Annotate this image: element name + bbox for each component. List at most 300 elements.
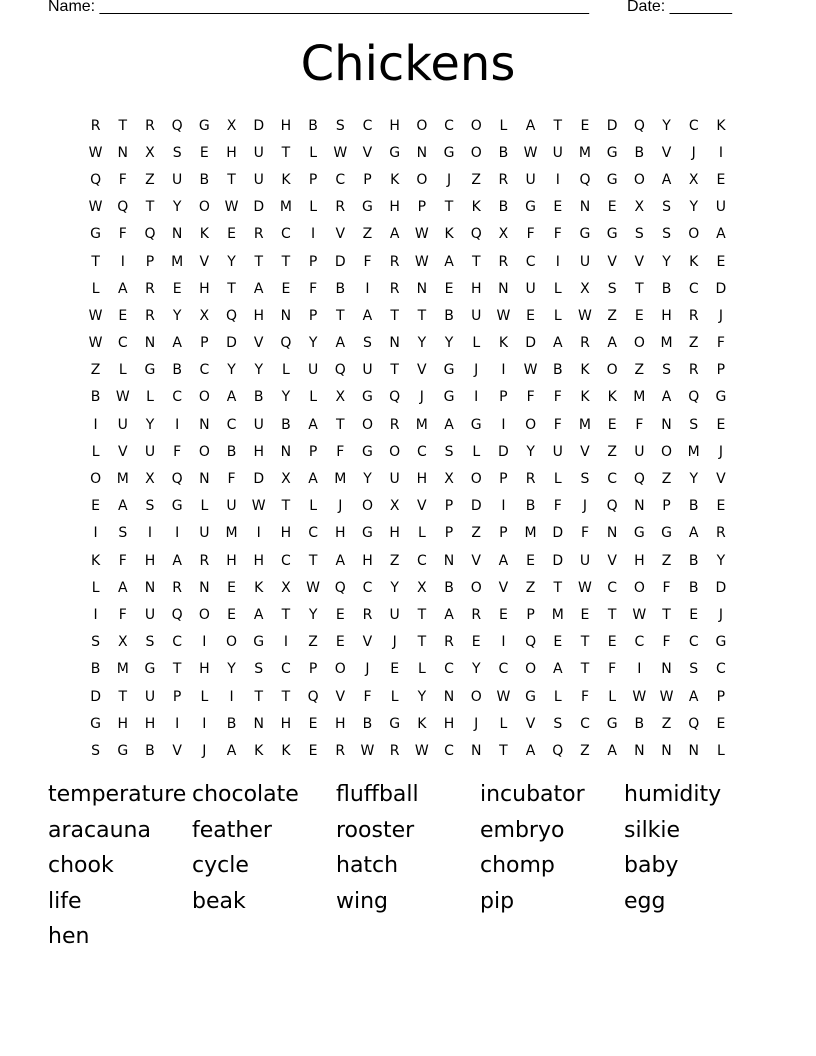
grid-letter: K xyxy=(254,579,264,596)
grid-letter: Y xyxy=(145,416,155,433)
grid-letter: Q xyxy=(171,117,183,134)
grid-letter: Y xyxy=(227,253,236,270)
grid-letter: A xyxy=(607,742,617,759)
grid-letter: Y xyxy=(471,661,481,678)
grid-letter: O xyxy=(661,443,673,460)
grid-letter: M xyxy=(687,443,700,460)
grid-letter: J xyxy=(474,362,479,379)
grid-letter: A xyxy=(172,335,182,352)
grid-letter: C xyxy=(444,661,454,678)
grid-letter: H xyxy=(226,552,237,569)
grid-letter: P xyxy=(417,199,427,216)
grid-letter: Q xyxy=(389,389,401,406)
grid-letter: Q xyxy=(334,362,346,379)
grid-letter: T xyxy=(444,199,454,216)
grid-letter: B xyxy=(281,416,291,433)
grid-letter: S xyxy=(689,416,699,433)
grid-letter: Q xyxy=(226,307,238,324)
grid-letter: L xyxy=(200,688,209,705)
grid-letter: L xyxy=(91,280,100,297)
grid-letter: H xyxy=(335,715,346,732)
grid-letter: A xyxy=(117,498,128,515)
grid-letter: T xyxy=(553,117,563,134)
grid-letter: E xyxy=(471,634,481,651)
grid-letter: B xyxy=(362,715,373,732)
grid-letter: T xyxy=(281,688,291,705)
grid-letter: F xyxy=(336,443,345,460)
grid-letter: L xyxy=(499,715,508,732)
grid-letter: W xyxy=(88,199,103,216)
grid-letter: D xyxy=(715,579,727,596)
grid-letter: S xyxy=(172,144,182,161)
grid-letter: U xyxy=(172,171,183,188)
grid-letter: U xyxy=(144,606,156,623)
grid-letter: B xyxy=(525,498,536,515)
grid-letter: H xyxy=(199,661,210,678)
grid-letter: T xyxy=(91,253,100,270)
grid-letter: N xyxy=(416,280,428,297)
grid-letter: P xyxy=(308,661,318,678)
grid-letter: U xyxy=(253,171,264,188)
grid-letter: Z xyxy=(634,362,645,379)
grid-letter: H xyxy=(199,280,210,297)
grid-letter: V xyxy=(335,226,346,243)
grid-letter: T xyxy=(553,579,563,596)
grid-letter: Y xyxy=(363,471,372,488)
grid-letter: W xyxy=(360,742,375,759)
grid-letter: H xyxy=(470,280,482,297)
grid-letter: M xyxy=(225,525,238,542)
grid-letter: A xyxy=(716,226,726,243)
grid-letter: I xyxy=(555,171,560,188)
grid-letter: L xyxy=(200,498,209,515)
grid-letter: B xyxy=(90,389,101,406)
grid-letter: L xyxy=(717,742,725,759)
grid-letter: H xyxy=(226,144,237,161)
grid-letter: U xyxy=(144,443,156,460)
grid-letter: G xyxy=(579,226,591,243)
grid-letter: B xyxy=(172,362,182,379)
grid-letter: A xyxy=(362,307,373,324)
grid-letter: P xyxy=(172,688,182,705)
grid-letter: P xyxy=(526,606,535,623)
grid-letter: J xyxy=(419,389,424,406)
grid-letter: M xyxy=(578,416,592,433)
grid-letter: A xyxy=(552,335,563,352)
grid-letter: V xyxy=(471,552,481,569)
grid-letter: I xyxy=(365,280,370,297)
grid-letter: W xyxy=(414,742,429,759)
grid-letter: Z xyxy=(661,471,672,488)
grid-letter: G xyxy=(198,117,210,134)
word-bank-item: egg xyxy=(624,888,666,914)
grid-letter: I xyxy=(501,362,506,379)
grid-letter: F xyxy=(580,688,589,705)
grid-letter: R xyxy=(525,471,536,488)
grid-letter: W xyxy=(632,606,647,623)
word-bank-item: embryo xyxy=(480,817,565,843)
grid-letter: E xyxy=(308,715,318,732)
grid-letter: X xyxy=(226,117,237,134)
grid-letter: F xyxy=(553,389,562,406)
grid-letter: E xyxy=(390,661,400,678)
grid-letter: O xyxy=(470,688,482,705)
grid-letter: G xyxy=(389,144,401,161)
grid-letter: A xyxy=(117,280,128,297)
grid-letter: N xyxy=(144,579,156,596)
grid-letter: H xyxy=(362,552,373,569)
grid-letter: Q xyxy=(117,199,129,216)
grid-letter: U xyxy=(253,144,264,161)
grid-letter: L xyxy=(118,362,127,379)
grid-letter: K xyxy=(417,715,427,732)
grid-letter: Q xyxy=(90,171,102,188)
grid-letter: U xyxy=(715,199,727,216)
grid-letter: Z xyxy=(471,525,482,542)
grid-letter: H xyxy=(389,199,400,216)
grid-letter: Z xyxy=(471,171,482,188)
grid-letter: G xyxy=(525,688,537,705)
grid-letter: W xyxy=(523,362,538,379)
grid-letter: A xyxy=(389,226,400,243)
grid-letter: Z xyxy=(688,335,699,352)
grid-letter: I xyxy=(202,634,207,651)
grid-letter: D xyxy=(334,253,346,270)
grid-letter: I xyxy=(175,525,180,542)
grid-letter: P xyxy=(716,362,726,379)
grid-letter: R xyxy=(172,579,183,596)
grid-letter: O xyxy=(198,389,210,406)
grid-letter: Y xyxy=(662,253,671,270)
grid-letter: P xyxy=(716,688,726,705)
grid-letter: E xyxy=(553,634,563,651)
grid-letter: F xyxy=(635,416,644,433)
grid-letter: R xyxy=(335,199,346,216)
grid-letter: Y xyxy=(444,335,454,352)
grid-letter: C xyxy=(199,362,210,379)
grid-letter: Q xyxy=(552,742,564,759)
grid-letter: U xyxy=(552,144,563,161)
grid-letter: O xyxy=(416,117,428,134)
grid-letter: I xyxy=(175,416,180,433)
grid-letter: E xyxy=(172,280,182,297)
grid-letter: R xyxy=(335,742,346,759)
page-title: Chickens xyxy=(300,36,516,92)
word-bank-item: silkie xyxy=(624,817,681,843)
grid-letter: Z xyxy=(145,171,155,188)
grid-letter: A xyxy=(253,606,264,623)
grid-letter: O xyxy=(470,117,482,134)
grid-letter: E xyxy=(526,552,536,569)
grid-letter: G xyxy=(470,416,482,433)
grid-letter: U xyxy=(634,443,645,460)
grid-letter: W xyxy=(578,579,592,596)
grid-letter: T xyxy=(118,688,128,705)
grid-letter: H xyxy=(335,525,346,542)
grid-letter: V xyxy=(362,144,373,161)
grid-letter: C xyxy=(362,117,373,134)
grid-letter: L xyxy=(309,498,317,515)
grid-letter: B xyxy=(688,498,699,515)
grid-letter: C xyxy=(688,117,699,134)
grid-letter: G xyxy=(362,443,373,460)
grid-letter: Y xyxy=(390,579,399,596)
grid-letter: N xyxy=(199,416,210,433)
grid-letter: F xyxy=(608,661,617,678)
grid-letter: K xyxy=(498,335,508,352)
grid-letter: O xyxy=(688,226,700,243)
grid-letter: J xyxy=(718,443,723,460)
grid-letter: P xyxy=(363,171,372,188)
grid-letter: B xyxy=(335,280,346,297)
grid-letter: X xyxy=(688,171,699,188)
grid-letter: L xyxy=(91,443,100,460)
grid-letter: P xyxy=(308,171,318,188)
grid-letter: O xyxy=(90,471,102,488)
grid-letter: C xyxy=(444,117,454,134)
grid-letter: B xyxy=(634,715,645,732)
grid-letter: Y xyxy=(254,362,263,379)
grid-letter: S xyxy=(634,226,644,243)
grid-letter: P xyxy=(444,498,454,515)
grid-letter: G xyxy=(443,362,455,379)
grid-letter: K xyxy=(254,742,264,759)
grid-letter: T xyxy=(417,307,427,324)
grid-letter: V xyxy=(362,634,373,651)
word-bank xyxy=(48,778,768,956)
grid-letter: R xyxy=(389,416,400,433)
grid-letter: V xyxy=(716,471,726,488)
grid-letter: K xyxy=(689,253,699,270)
grid-letter: S xyxy=(607,280,617,297)
grid-letter: E xyxy=(716,498,726,515)
grid-letter: W xyxy=(88,144,103,161)
grid-letter: G xyxy=(633,525,645,542)
grid-letter: I xyxy=(202,715,207,732)
grid-letter: C xyxy=(172,634,183,651)
word-bank-item: rooster xyxy=(336,817,415,843)
grid-letter: N xyxy=(117,144,129,161)
grid-letter: N xyxy=(253,715,264,732)
word-bank-item: beak xyxy=(192,888,246,914)
grid-letter: M xyxy=(334,471,347,488)
grid-letter: J xyxy=(582,498,588,515)
grid-letter: W xyxy=(414,253,429,270)
grid-letter: L xyxy=(282,362,290,379)
grid-letter: N xyxy=(280,443,292,460)
grid-letter: X xyxy=(199,307,210,324)
grid-letter: C xyxy=(716,661,726,678)
grid-letter: B xyxy=(145,742,155,759)
grid-letter: Y xyxy=(417,335,427,352)
grid-letter: R xyxy=(688,362,699,379)
grid-letter: O xyxy=(226,634,238,651)
grid-letter: N xyxy=(144,335,156,352)
grid-letter: R xyxy=(90,117,101,134)
grid-letter: Y xyxy=(172,199,182,216)
grid-letter: A xyxy=(444,253,454,270)
grid-letter: Z xyxy=(661,552,672,569)
grid-letter: L xyxy=(417,525,426,542)
grid-letter: K xyxy=(716,117,726,134)
grid-letter: T xyxy=(227,171,236,188)
grid-letter: T xyxy=(281,606,291,623)
grid-letter: W xyxy=(632,688,647,705)
grid-letter: Z xyxy=(90,362,101,379)
grid-letter: B xyxy=(308,117,318,134)
grid-letter: Y xyxy=(227,661,236,678)
grid-letter: G xyxy=(715,389,727,406)
grid-letter: C xyxy=(498,661,509,678)
grid-letter: T xyxy=(172,661,182,678)
grid-letter: A xyxy=(525,742,536,759)
grid-letter: C xyxy=(172,389,183,406)
grid-letter: E xyxy=(227,606,236,623)
grid-letter: O xyxy=(606,362,618,379)
grid-letter: G xyxy=(144,362,156,379)
grid-letter: U xyxy=(199,525,210,542)
grid-letter: C xyxy=(607,579,618,596)
word-bank-item: fluffball xyxy=(336,782,419,807)
grid-letter: P xyxy=(200,335,209,352)
grid-letter: S xyxy=(145,498,155,515)
word-bank-item: pip xyxy=(480,888,515,914)
grid-letter: G xyxy=(362,525,373,542)
grid-letter: W xyxy=(88,335,103,352)
grid-letter: E xyxy=(444,280,454,297)
grid-letter: T xyxy=(635,280,644,297)
grid-letter: C xyxy=(308,525,318,542)
grid-letter: K xyxy=(281,742,291,759)
grid-letter: C xyxy=(416,552,427,569)
grid-letter: O xyxy=(361,498,373,515)
grid-letter: Y xyxy=(689,471,698,488)
grid-letter: V xyxy=(417,362,427,379)
grid-letter: P xyxy=(499,389,508,406)
grid-letter: U xyxy=(389,471,400,488)
grid-letter: T xyxy=(281,498,291,515)
grid-letter: Q xyxy=(633,117,645,134)
grid-letter: D xyxy=(552,525,564,542)
grid-letter: K xyxy=(281,171,291,188)
grid-letter: A xyxy=(661,171,672,188)
grid-letter: H xyxy=(280,715,292,732)
grid-letter: T xyxy=(281,144,291,161)
grid-letter: F xyxy=(553,226,562,243)
grid-letter: J xyxy=(718,307,723,324)
grid-letter: I xyxy=(283,634,288,651)
grid-letter: Y xyxy=(308,606,318,623)
grid-letter: A xyxy=(661,389,672,406)
grid-letter: X xyxy=(145,144,155,161)
grid-letter: I xyxy=(501,634,506,651)
grid-letter: B xyxy=(444,307,454,324)
word-bank-item: temperature xyxy=(48,782,187,807)
grid-letter: G xyxy=(715,634,727,651)
grid-letter: F xyxy=(118,171,127,188)
grid-letter: J xyxy=(338,498,343,515)
grid-letter: O xyxy=(334,661,346,678)
grid-letter: K xyxy=(91,552,101,569)
grid-letter: C xyxy=(688,280,699,297)
grid-letter: I xyxy=(175,715,180,732)
grid-letter: M xyxy=(116,471,129,488)
word-bank-item: chook xyxy=(48,853,114,878)
grid-letter: I xyxy=(93,416,98,433)
grid-letter: N xyxy=(634,742,645,759)
grid-letter: F xyxy=(309,280,318,297)
grid-letter: D xyxy=(90,688,101,705)
grid-letter: H xyxy=(253,307,264,324)
grid-letter: A xyxy=(525,117,536,134)
grid-letter: A xyxy=(253,280,264,297)
grid-letter: X xyxy=(117,634,128,651)
grid-letter: U xyxy=(144,688,156,705)
grid-letter: Z xyxy=(362,226,373,243)
grid-letter: S xyxy=(254,661,264,678)
grid-letter: G xyxy=(606,144,618,161)
grid-letter: I xyxy=(474,389,479,406)
grid-letter: F xyxy=(662,579,671,596)
grid-letter: U xyxy=(362,362,373,379)
grid-letter: T xyxy=(580,634,590,651)
grid-letter: D xyxy=(606,117,618,134)
grid-letter: G xyxy=(253,634,265,651)
grid-letter: C xyxy=(281,552,291,569)
grid-letter: A xyxy=(688,525,699,542)
word-bank-item: feather xyxy=(192,817,272,843)
grid-letter: G xyxy=(443,389,455,406)
grid-letter: Q xyxy=(470,226,482,243)
grid-letter: M xyxy=(171,253,184,270)
grid-letter: L xyxy=(499,117,508,134)
word-bank-item: cycle xyxy=(192,853,249,878)
grid-letter: G xyxy=(90,715,102,732)
grid-letter: C xyxy=(226,416,237,433)
grid-letter: H xyxy=(144,715,156,732)
grid-letter: S xyxy=(689,661,699,678)
grid-letter: C xyxy=(444,742,454,759)
grid-letter: S xyxy=(553,715,563,732)
grid-letter: P xyxy=(444,525,454,542)
grid-letter: N xyxy=(606,525,618,542)
grid-letter: A xyxy=(117,579,128,596)
grid-letter: X xyxy=(281,471,291,488)
grid-letter: Q xyxy=(171,471,183,488)
grid-letter: A xyxy=(498,552,509,569)
grid-letter: V xyxy=(607,552,617,569)
grid-letter: F xyxy=(118,552,127,569)
grid-letter: Q xyxy=(525,634,537,651)
grid-letter: O xyxy=(361,416,373,433)
grid-letter: I xyxy=(256,525,261,542)
grid-letter: J xyxy=(365,661,370,678)
grid-letter: Z xyxy=(607,443,617,460)
grid-letter: G xyxy=(90,226,102,243)
grid-letter: V xyxy=(172,742,182,759)
grid-letter: E xyxy=(227,579,236,596)
grid-letter: D xyxy=(525,335,536,352)
grid-letter: U xyxy=(253,416,264,433)
grid-letter: X xyxy=(145,471,155,488)
grid-letter: W xyxy=(523,144,538,161)
grid-letter: E xyxy=(118,307,128,324)
grid-letter: N xyxy=(171,226,183,243)
word-bank-item: hatch xyxy=(336,853,399,878)
grid-letter: R xyxy=(145,117,155,134)
grid-letter: F xyxy=(526,226,535,243)
grid-letter: R xyxy=(145,280,155,297)
